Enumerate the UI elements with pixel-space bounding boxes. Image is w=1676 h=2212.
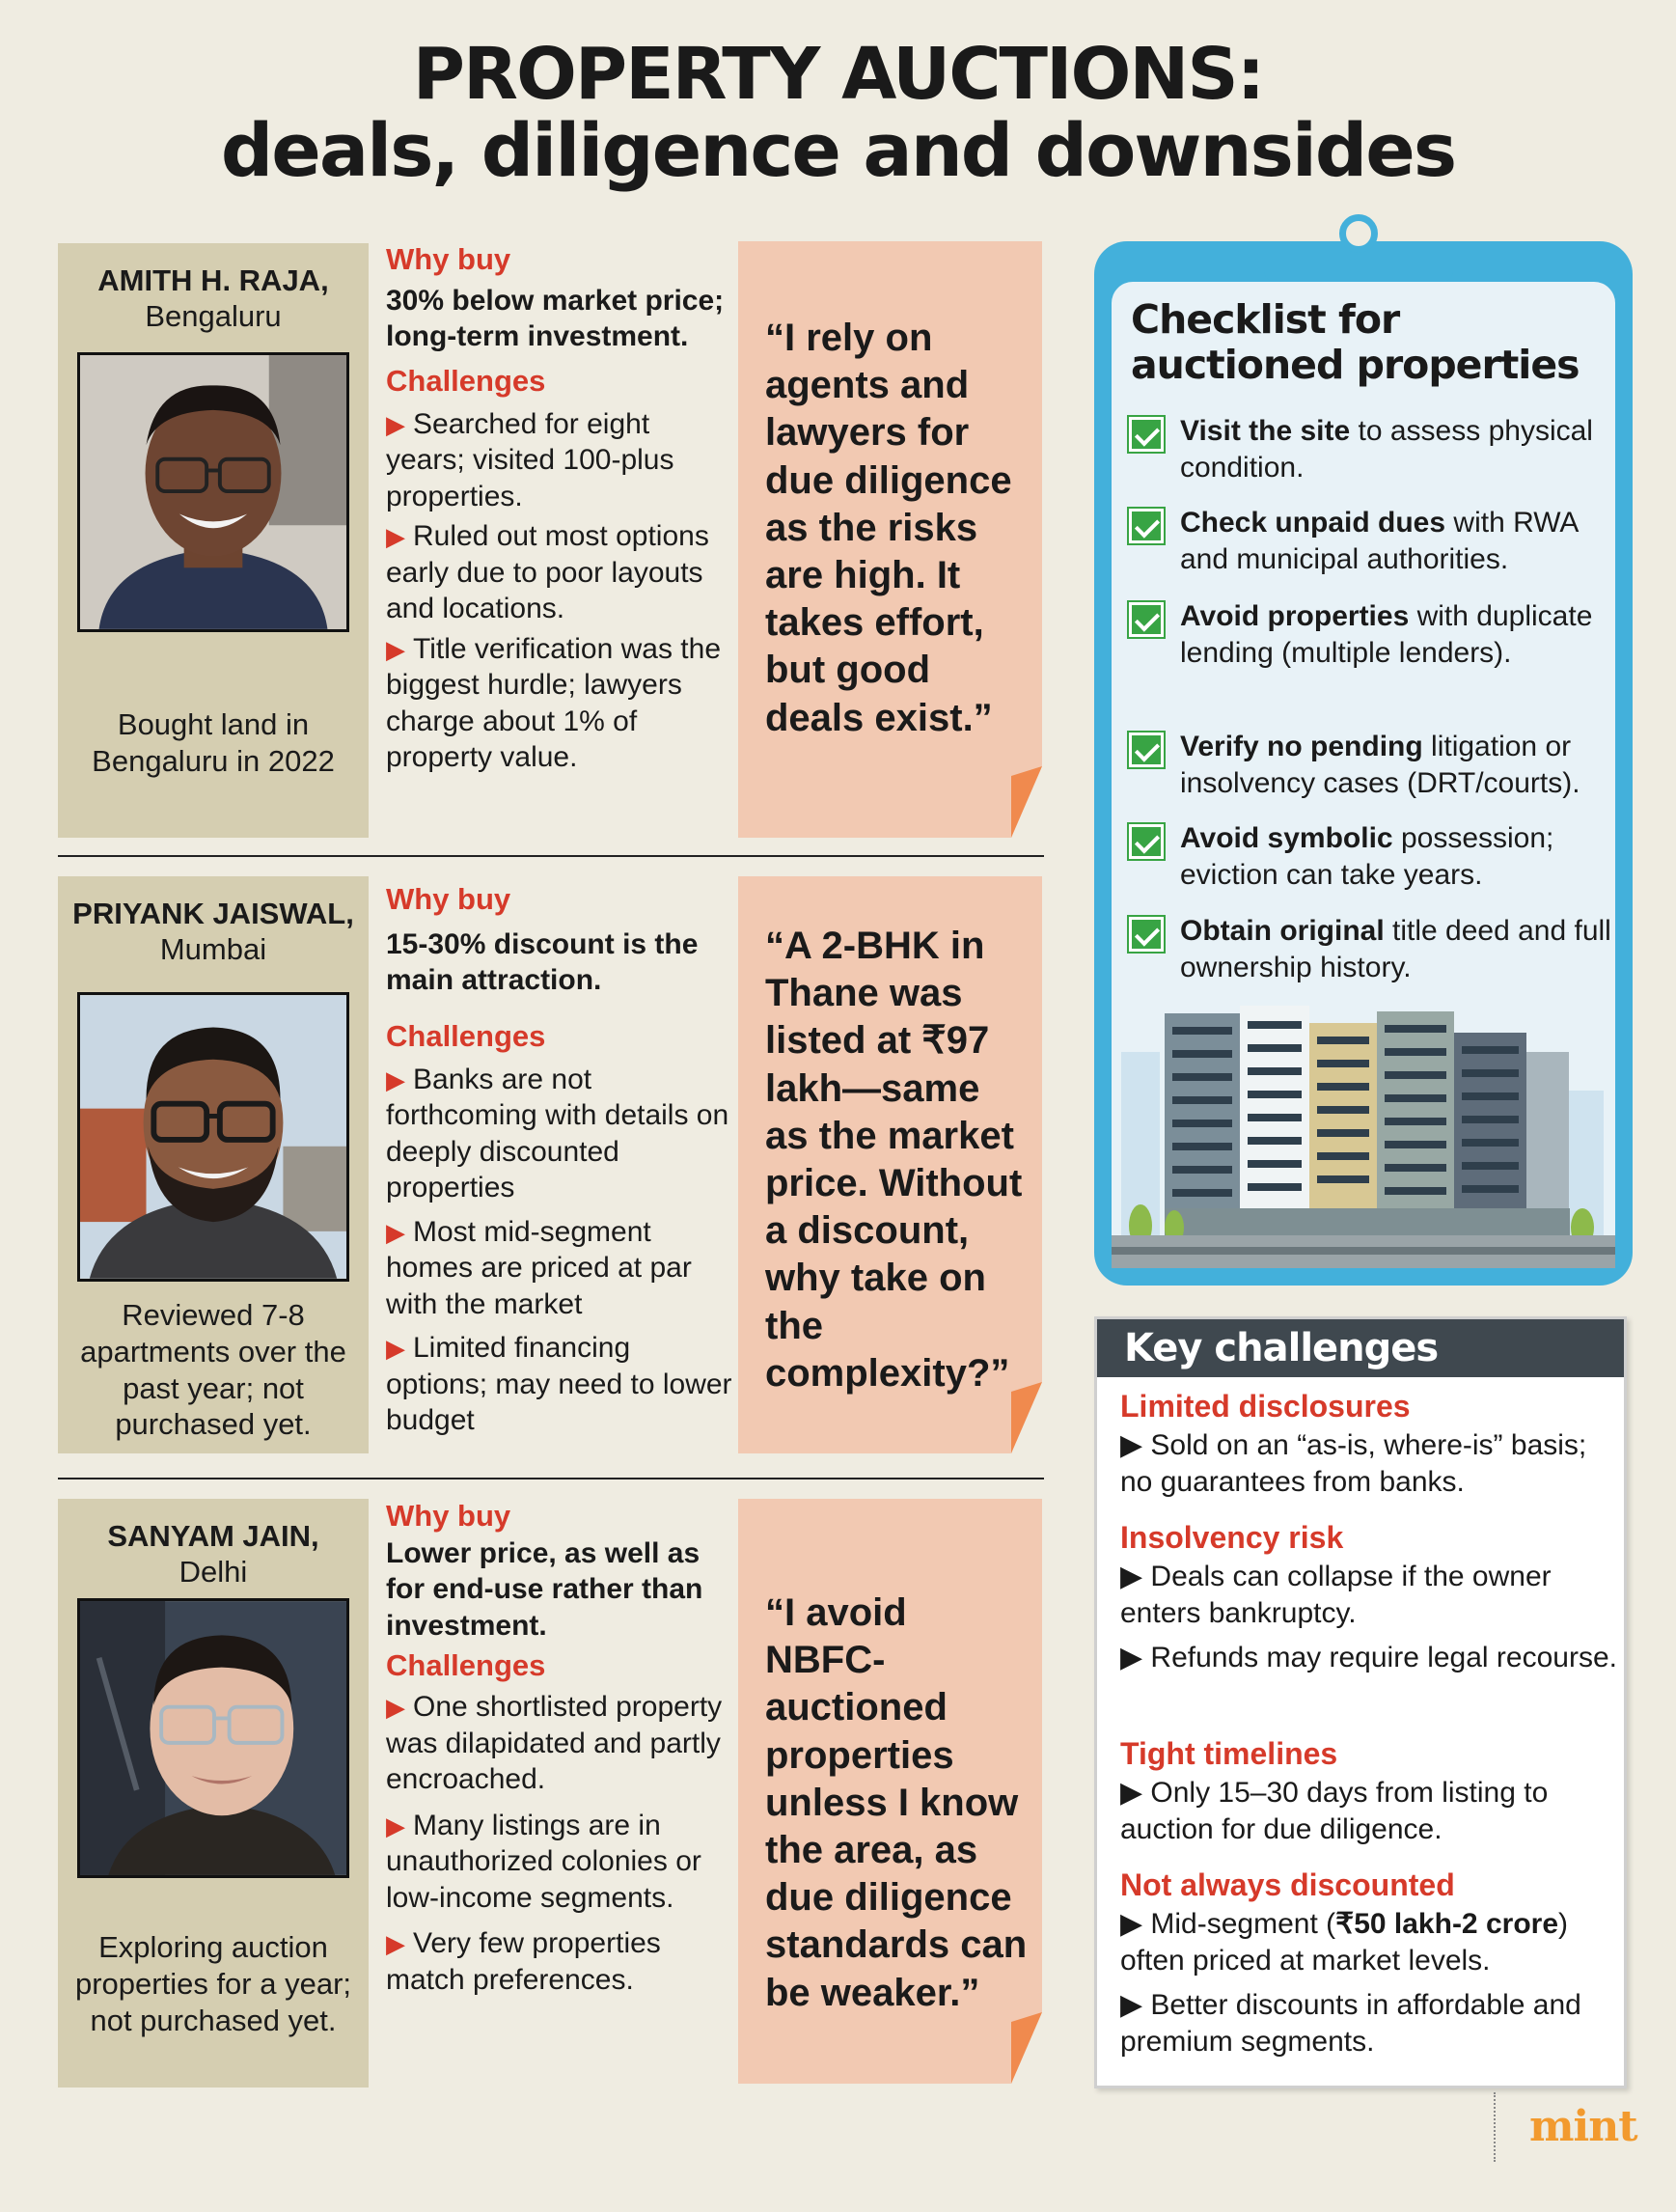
key-challenges-title: Key challenges — [1097, 1319, 1624, 1377]
triangle-bullet-icon: ▶ — [386, 1693, 405, 1722]
triangle-bullet-icon: ▶ — [386, 1929, 405, 1958]
challenge-item: ▶ One shortlisted property was dilapidated and partly encroached. — [386, 1691, 723, 1795]
challenge-item: ▶ Searched for eight years; visited 100-plus properties. — [386, 407, 674, 512]
challenge-point: ▶ Refunds may require legal recourse. — [1120, 1642, 1617, 1673]
challenge-point: ▶ Deals can collapse if the owner enters bankruptcy. — [1120, 1561, 1552, 1630]
checkbox-checked-icon — [1129, 824, 1164, 859]
challenges-heading: Challenges — [386, 1018, 546, 1053]
page-fold-icon — [1011, 1382, 1042, 1453]
challenge-point: ▶ Only 15–30 days from listing to auction for due diligence. — [1120, 1777, 1549, 1846]
section-divider — [58, 1478, 1044, 1479]
checklist-item: Verify no pending litigation or insolvency cases (DRT/courts). — [1129, 729, 1611, 803]
profile-card — [58, 243, 369, 838]
checkbox-checked-icon — [1129, 417, 1164, 452]
person-city: Bengaluru — [145, 299, 282, 334]
profile-details — [386, 881, 733, 1439]
why-buy-text: 15-30% discount is the main attraction. — [386, 927, 699, 997]
why-buy-heading: Why buy — [386, 242, 511, 276]
person-name: PRIYANK JAISWAL, — [72, 897, 354, 930]
key-challenges-panel — [1094, 1316, 1627, 2088]
triangle-bullet-icon: ▶ — [386, 1217, 405, 1247]
person-caption: Reviewed 7-8 apartments over the past year; not purchased yet. — [80, 1298, 346, 1442]
quote-text: “A 2-BHK in Thane was listed at ₹97 lakh—same as the market price. Without a discount, why take on the complexity?” — [765, 925, 1023, 1395]
challenge-item: ▶ Title verification was the biggest hurdle; lawyers charge about 1% of property value. — [386, 632, 722, 773]
why-buy-heading: Why buy — [386, 1499, 511, 1533]
profile-card — [58, 876, 369, 1453]
challenge-heading: Limited disclosures — [1120, 1389, 1411, 1424]
challenge-heading: Not always discounted — [1120, 1867, 1455, 1902]
page-title — [0, 33, 1676, 194]
clipboard-ring-icon — [1339, 214, 1378, 253]
mint-logo: mint — [1529, 2102, 1637, 2151]
challenge-heading: Tight timelines — [1120, 1736, 1338, 1771]
triangle-bullet-icon: ▶ — [386, 1065, 405, 1094]
triangle-bullet-icon: ▶ — [386, 409, 405, 439]
person-name: AMITH H. RAJA, — [97, 263, 329, 297]
quote-card — [738, 1499, 1042, 2084]
quote-card — [738, 876, 1042, 1453]
portrait-image — [80, 995, 346, 1279]
person-caption: Exploring auction properties for a year; not purchased yet. — [74, 1930, 352, 2037]
checkbox-checked-icon — [1129, 602, 1164, 637]
person-photo — [77, 352, 349, 632]
checkbox-checked-icon — [1129, 509, 1164, 543]
triangle-bullet-icon: ▶ — [386, 1334, 405, 1363]
challenge-item: ▶ Most mid-segment homes are priced at par with the market — [386, 1215, 692, 1320]
challenge-point: ▶ Sold on an “as-is, where-is” basis; no guarantees from banks. — [1120, 1429, 1587, 1499]
apartment-buildings-illustration — [1112, 994, 1615, 1268]
challenge-point: ▶ Better discounts in affordable and premium segments. — [1120, 1989, 1581, 2059]
title-line-2: deals, diligence and downsides — [220, 107, 1456, 194]
quote-text: “I avoid NBFC-auctioned properties unless I know the area, as due diligence standards can be weaker.” — [765, 1591, 1028, 2014]
profile-details — [386, 1498, 733, 1998]
quote-text: “I rely on agents and lawyers for due diligence as the risks are high. It takes effort, but good deals exist.” — [765, 317, 1012, 739]
checkbox-checked-icon — [1129, 917, 1164, 952]
logo-separator — [1494, 2092, 1496, 2162]
challenge-item: ▶ Limited financing options; may need to lower budget — [386, 1332, 732, 1436]
person-photo — [77, 1598, 349, 1878]
portrait-image — [80, 1601, 346, 1875]
person-city: Delhi — [179, 1555, 248, 1590]
challenge-heading: Insolvency risk — [1120, 1520, 1344, 1555]
checklist-item: Obtain original title deed and full ownership history. — [1129, 913, 1611, 987]
triangle-bullet-icon: ▶ — [386, 634, 405, 664]
challenge-item: ▶ Banks are not forthcoming with details on deeply discounted properties — [386, 1063, 729, 1203]
triangle-bullet-icon: ▶ — [386, 1811, 405, 1840]
page-fold-icon — [1011, 766, 1042, 838]
why-buy-text: 30% below market price; long-term investment. — [386, 284, 725, 353]
checklist-title: Checklist for auctioned properties — [1131, 296, 1580, 389]
portrait-image — [80, 355, 346, 629]
person-photo — [77, 992, 349, 1282]
profile-card — [58, 1499, 369, 2088]
quote-card — [738, 241, 1042, 838]
checklist-item: Visit the site to assess physical condition. — [1129, 413, 1611, 487]
checklist-item: Avoid symbolic possession; eviction can take years. — [1129, 820, 1611, 895]
title-line-1: PROPERTY AUCTIONS: — [412, 33, 1264, 116]
page-fold-icon — [1011, 2012, 1042, 2084]
checklist-item: Avoid properties with duplicate lending (multiple lenders). — [1129, 598, 1611, 673]
challenge-point: ▶ Mid-segment (₹50 lakh-2 crore) often priced at market levels. — [1120, 1908, 1568, 1977]
checklist-item: Check unpaid dues with RWA and municipal authorities. — [1129, 505, 1611, 579]
person-caption: Bought land in Bengaluru in 2022 — [92, 707, 335, 778]
challenge-item: ▶ Many listings are in unauthorized colonies or low-income segments. — [386, 1809, 701, 1914]
person-city: Mumbai — [159, 932, 267, 967]
challenge-item: ▶ Ruled out most options early due to poor layouts and locations. — [386, 520, 709, 624]
person-name: SANYAM JAIN, — [107, 1519, 319, 1553]
profile-details — [386, 241, 733, 776]
why-buy-heading: Why buy — [386, 882, 511, 916]
triangle-bullet-icon: ▶ — [386, 522, 405, 551]
why-buy-text: Lower price, as well as for end-use rather than investment. — [386, 1536, 703, 1642]
challenge-item: ▶ Very few properties match preferences. — [386, 1927, 661, 1996]
challenges-heading: Challenges — [386, 1648, 546, 1683]
challenges-heading: Challenges — [386, 363, 546, 398]
section-divider — [58, 855, 1044, 857]
checkbox-checked-icon — [1129, 733, 1164, 767]
